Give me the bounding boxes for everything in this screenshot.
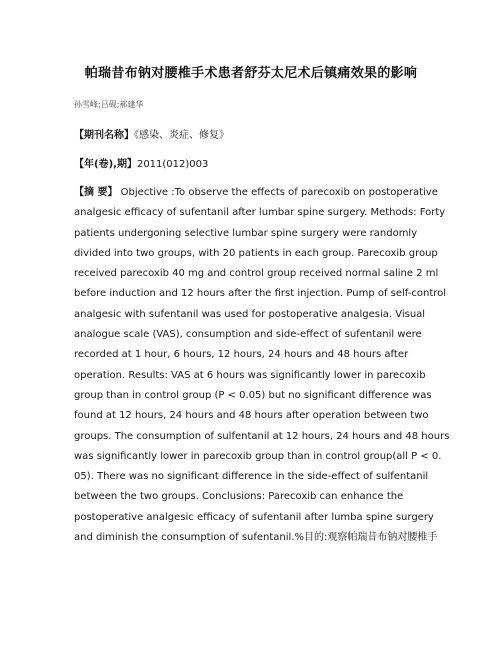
abstract-line: recorded at 1 hour, 6 hours, 12 hours, 24 hours and 48 hours after bbox=[74, 349, 409, 361]
abstract-line: 05). There was no significant difference in the side-effect of sulfentanil bbox=[74, 471, 429, 483]
abstract-line: analgesic with sufentanil was used for postoperative analgesia. Visual bbox=[74, 308, 426, 320]
abstract-line: patients undergoning selective lumbar spine surgery were randomly bbox=[74, 227, 418, 239]
abstract-line: found at 12 hours, 24 hours and 48 hours after operation between two bbox=[74, 410, 429, 422]
abstract-line: received parecoxib 40 mg and control group received normal saline 2 ml bbox=[74, 268, 439, 280]
abstract-line: was significantly lower in parecoxib group than in control group(all P < 0. bbox=[74, 450, 442, 462]
year-volume-issue-label: 【年(卷),期】 bbox=[74, 159, 137, 170]
abstract-line: between the two groups. Conclusions: Parecoxib can enhance the bbox=[74, 491, 404, 503]
journal-value: 《感染、炎症、修复》 bbox=[134, 130, 229, 141]
abstract-line: and diminish the consumption of sufentanil.%目的:观察帕瑞昔布钠对腰椎手 bbox=[74, 532, 438, 544]
abstract-line: analogue scale (VAS), consumption and side-effect of sufentanil were bbox=[74, 329, 422, 341]
abstract-line: before induction and 12 hours after the first injection. Pump of self-control bbox=[74, 288, 447, 300]
abstract-line: divided into two groups, with 20 patients in each group. Parecoxib group bbox=[74, 247, 438, 259]
abstract-label: 【摘 要】 bbox=[74, 187, 118, 198]
year-volume-issue-value: 2011(012)003 bbox=[136, 159, 209, 170]
document-title: 帕瑞昔布钠对腰椎手术患者舒芬太尼术后镇痛效果的影响 bbox=[84, 66, 418, 81]
abstract-line-text: Objective :To observe the effects of parecoxib on postoperative bbox=[120, 187, 438, 198]
abstract-block bbox=[74, 183, 450, 548]
year-volume-issue-row bbox=[74, 155, 208, 170]
journal-label: 【期刊名称】 bbox=[74, 130, 134, 141]
abstract-line bbox=[74, 183, 438, 203]
abstract-line: operation. Results: VAS at 6 hours was significantly lower in parecoxib bbox=[74, 369, 426, 381]
abstract-line: group than in control group (P < 0.05) but no significant difference was bbox=[74, 389, 432, 401]
abstract-line: groups. The consumption of sulfentanil at 12 hours, 24 hours and 48 hours bbox=[74, 430, 450, 442]
authors-line: 孙雪峰;吕砚;郝建华 bbox=[74, 100, 144, 109]
journal-row bbox=[74, 126, 229, 141]
abstract-line: analgesic efficacy of sufentanil after lumbar spine surgery. Methods: Forty bbox=[74, 207, 446, 219]
abstract-line: postoperative analgesic efficacy of sufentanil after lumba spine surgery bbox=[74, 511, 434, 523]
